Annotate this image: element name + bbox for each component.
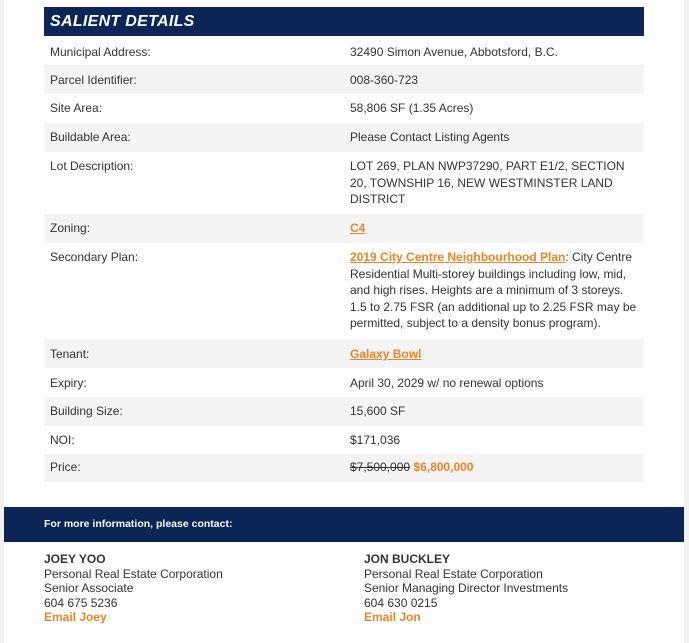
row-label: Price: — [44, 454, 344, 482]
contact-card-joey — [44, 552, 223, 625]
row-label: Buildable Area: — [44, 123, 344, 152]
table-row-zoning — [44, 214, 644, 243]
secondary-plan-link[interactable]: 2019 City Centre Neighbourhood Plan — [350, 250, 566, 264]
row-value — [344, 454, 644, 482]
table-row-buildable-area — [44, 123, 644, 152]
row-value: April 30, 2029 w/ no renewal options — [350, 376, 544, 390]
table-row-parcel-identifier — [44, 65, 644, 94]
row-label: Zoning: — [44, 214, 344, 243]
row-label: Lot Description: — [50, 159, 134, 173]
table-row-noi — [44, 426, 644, 454]
row-label: Site Area: — [50, 101, 103, 115]
contact-company: Personal Real Estate Corporation — [44, 566, 223, 581]
row-value — [344, 214, 644, 243]
row-label: Building Size: — [44, 397, 344, 426]
contact-company: Personal Real Estate Corporation — [364, 566, 543, 581]
table-row-site-area — [44, 94, 644, 123]
table-row-expiry — [44, 368, 644, 397]
contact-name: JOEY YOO — [44, 552, 106, 566]
row-label: Tenant: — [44, 339, 344, 368]
table-row-lot-description — [44, 152, 644, 214]
tenant-link[interactable]: Galaxy Bowl — [350, 347, 422, 361]
contact-title: Senior Associate — [44, 581, 134, 595]
table-row-building-size — [44, 397, 644, 426]
email-joey-link[interactable]: Email Joey — [44, 610, 107, 624]
contact-name: JON BUCKLEY — [364, 552, 451, 566]
salient-details-table — [44, 36, 644, 482]
row-value: $171,036 — [350, 433, 401, 447]
row-value: Please Contact Listing Agents — [344, 123, 644, 152]
row-value: 58,806 SF (1.35 Acres) — [350, 101, 474, 115]
contact-phone: 604 675 5236 — [44, 595, 118, 610]
table-row-municipal-address — [44, 36, 644, 65]
row-label: Expiry: — [50, 376, 87, 390]
row-label: Municipal Address: — [50, 45, 151, 59]
row-value — [344, 339, 644, 368]
table-row-tenant — [44, 339, 644, 368]
salient-details-header: SALIENT DETAILS — [44, 7, 644, 36]
new-price: $6,800,000 — [413, 460, 474, 474]
secondary-plan-description: : City Centre Residential Multi-storey buildings including low, mid, and high rises. Heights are a minimum of 3 storeys. 1.5 to 2.75 FSR (an additional up to 2.25 FSR may be permitted, subject to a density bonus program). — [350, 250, 637, 330]
zoning-link[interactable]: C4 — [350, 221, 366, 235]
table-row-price — [44, 454, 644, 482]
row-label: Secondary Plan: — [50, 250, 139, 264]
old-price: $7,500,000 — [350, 460, 411, 474]
contact-phone: 604 630 0215 — [364, 595, 438, 610]
table-row-secondary-plan — [44, 243, 644, 339]
email-jon-link[interactable]: Email Jon — [364, 610, 421, 624]
contact-title: Senior Managing Director Investments — [364, 581, 569, 595]
row-label: NOI: — [50, 433, 75, 447]
row-value: 32490 Simon Avenue, Abbotsford, B.C. — [350, 45, 558, 59]
contact-bar: For more information, please contact: — [4, 507, 684, 542]
row-label: Parcel Identifier: — [44, 65, 344, 94]
row-value: 008-360-723 — [344, 65, 644, 94]
row-value: 15,600 SF — [344, 397, 644, 426]
contact-card-jon — [364, 552, 568, 625]
row-value: LOT 269, PLAN NWP37290, PART E1/2, SECTION 20, TOWNSHIP 16, NEW WESTMINSTER LAND DISTRICT — [350, 159, 625, 206]
row-value — [344, 243, 644, 339]
